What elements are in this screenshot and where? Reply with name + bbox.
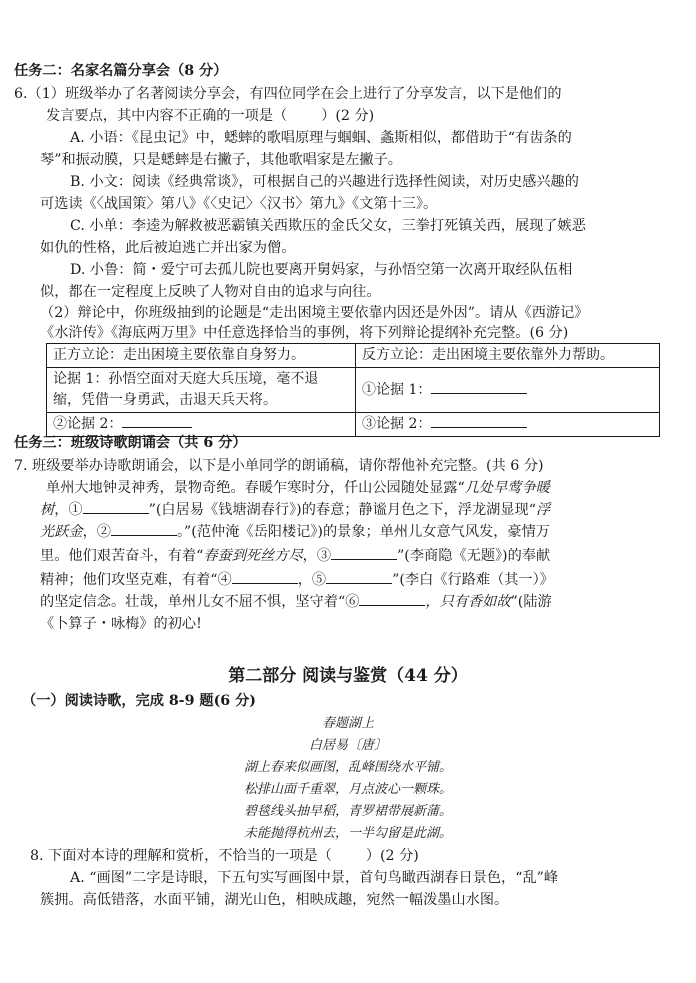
task2-heading: 任务二：名家名篇分享会（8 分） <box>14 63 228 79</box>
answer-blank[interactable] <box>326 583 392 584</box>
q7-text-line5: 精神；他们攻坚克难，有着“④ ，⑤ ”(李白《行路难（其一）》 <box>40 572 554 588</box>
poem-line: 湖上春来似画图，乱峰围绕水平铺。 <box>243 760 452 775</box>
pro-argument-2-cell: ②论据 2： <box>47 413 356 437</box>
poem-line: 碧毯线头抽早稻，青罗裙带展新蒲。 <box>243 804 452 819</box>
answer-blank[interactable] <box>232 583 298 584</box>
part2-subsection: （一）阅读诗歌，完成 8-9 题(6 分) <box>22 693 256 709</box>
poem-author: 白居易〔唐〕 <box>308 738 387 753</box>
poem-title: 春题湖上 <box>321 716 374 731</box>
task3-heading: 任务三：班级诗歌朗诵会（共 6 分） <box>14 435 247 451</box>
pro-argument-1-cell: 论据 1：孙悟空面对天庭大兵压境，毫不退 缩，凭借一身勇武，击退天兵天将。 <box>47 368 356 413</box>
answer-blank[interactable] <box>122 427 192 428</box>
q6-option-b: B. 小文：阅读《经典常谈》，可根据自己的兴趣进行选择性阅读，对历史感兴趣的 <box>70 174 579 190</box>
con-thesis-cell: 反方立论：走出困境主要依靠外力帮助。 <box>356 344 660 368</box>
q6-option-c-cont: 如仇的性格，此后被迫逃亡并出家为僧。 <box>40 240 296 256</box>
q8-option-a: A. “画图”二字是诗眼，下五句实写画图中景，首句鸟瞰西湖春日景色，“乱”峰 <box>70 870 559 886</box>
poem-line: 松排山面千重翠，月点波心一颗珠。 <box>243 782 452 797</box>
q6-option-a-cont: 琴”和振动膜，只是蟋蟀是右撇子，其他歌唱家是左撇子。 <box>40 152 402 168</box>
answer-blank[interactable] <box>83 513 149 514</box>
answer-blank[interactable] <box>431 393 527 394</box>
q6-option-d-cont: 似，都在一定程度上反映了人物对自由的追求与向往。 <box>40 284 381 300</box>
q7-text-line2: 树，① ”(白居易《钱塘湖春行》)的春意；静谧月色之下，浮龙湖显现“浮 <box>40 502 551 518</box>
q7-text-line3: 光跃金，② 。”(范仲淹《岳阳楼记》)的景象；单州儿女意气风发，豪情万 <box>40 524 550 540</box>
q8-stem: 8. 下面对本诗的理解和赏析，不恰当的一项是（ ）(2 分) <box>30 848 419 864</box>
q6-option-c: C. 小单：李逵为解救被恶霸镇关西欺压的金氏父女，三拳打死镇关西，展现了嫉恶 <box>70 218 586 234</box>
debate-outline-table <box>46 343 660 437</box>
answer-blank[interactable] <box>111 535 177 536</box>
answer-blank[interactable] <box>431 427 527 428</box>
q6-intro-line1: 6.（1）班级举办了名著阅读分享会，有四位同学在会上进行了分享发言，以下是他们的 <box>14 86 562 102</box>
q6-option-b-cont: 可选读《〈战国策〉第八》《〈史记〉〈汉书〉第九》《文第十三》。 <box>40 196 438 212</box>
q6-option-d: D. 小鲁：简・爱宁可去孤儿院也要离开舅妈家，与孙悟空第一次离开取经队伍相 <box>70 262 573 278</box>
part2-title: 第二部分 阅读与鉴赏（44 分） <box>228 666 468 686</box>
q6-intro-line2: 发言要点，其中内容不正确的一项是（ ）(2 分) <box>46 108 375 124</box>
answer-blank[interactable] <box>359 605 425 606</box>
q8-option-a-cont: 簇拥。高低错落，水面平铺，湖光山色，相映成趣，宛然一幅泼墨山水图。 <box>40 892 509 908</box>
q7-text-line6: 的坚定信念。壮哉，单州儿女不屈不惧，坚守着“⑥ ，只有香如故”(陆游 <box>40 594 552 610</box>
q7-intro: 7. 班级要举办诗歌朗诵会，以下是小单同学的朗诵稿，请你帮他补充完整。(共 6 分) <box>14 458 544 474</box>
q6-part2-line2: 《水浒传》《海底两万里》中任意选择恰当的事例，将下列辩论提纲补充完整。(6 分) <box>40 325 569 341</box>
pro-thesis-cell: 正方立论：走出困境主要依靠自身努力。 <box>47 344 356 368</box>
q7-text-line4: 里。他们艰苦奋斗，有着“春蚕到死丝方尽，③ ”(李商隐《无题》)的奉献 <box>40 548 551 564</box>
q6-option-a: A. 小语：《昆虫记》中，蟋蟀的歌唱原理与蝈蝈、螽斯相似，都借助于“有齿条的 <box>70 130 572 146</box>
q7-text-line1: 单州大地钟灵神秀，景物奇绝。春暖乍寒时分，仟山公园随处显露“几处早莺争暖 <box>46 480 550 496</box>
con-argument-2-cell: ③论据 2： <box>356 413 660 437</box>
poem-line: 未能抛得杭州去，一半勾留是此湖。 <box>243 826 452 841</box>
q7-text-line7: 《卜算子・咏梅》的初心! <box>40 616 202 632</box>
q6-part2-line1: （2）辩论中，你班级抽到的论题是“走出困境主要依靠内因还是外因”。请从《西游记》 <box>40 305 589 321</box>
con-argument-1-cell: ①论据 1： <box>356 368 660 413</box>
answer-blank[interactable] <box>331 559 397 560</box>
